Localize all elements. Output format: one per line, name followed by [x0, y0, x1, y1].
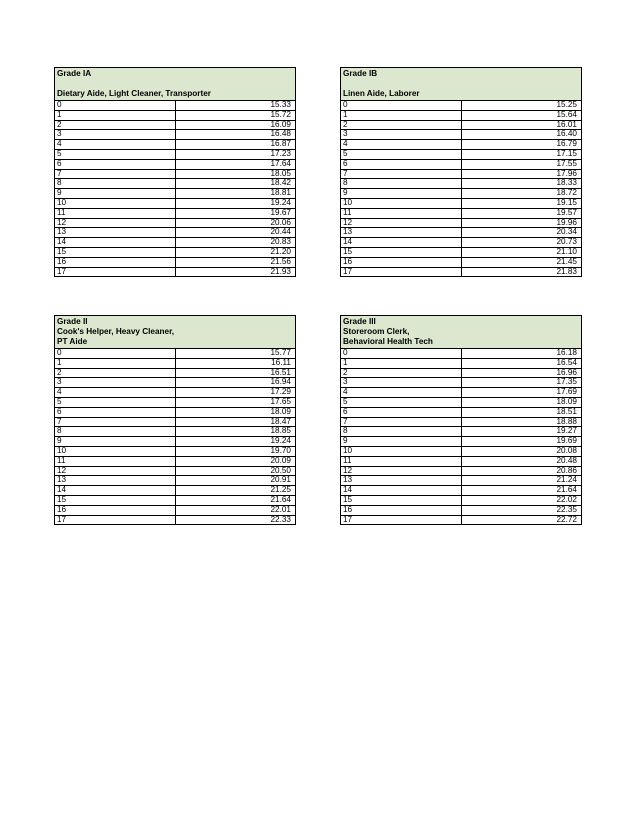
rate-cell: 21.20 [175, 247, 296, 257]
table-row [341, 169, 582, 179]
table-row [341, 358, 582, 368]
table-row [55, 228, 296, 238]
rate-cell: 15.64 [461, 110, 582, 120]
table-row [341, 486, 582, 496]
rate-cell: 20.86 [461, 466, 582, 476]
table-row [341, 198, 582, 208]
rate-cell: 21.24 [461, 476, 582, 486]
rate-cell: 19.57 [461, 208, 582, 218]
rate-cell: 20.50 [175, 466, 296, 476]
rate-cell: 17.15 [461, 149, 582, 159]
step-cell: 8 [341, 179, 462, 189]
step-cell: 9 [341, 189, 462, 199]
rate-cell: 21.93 [175, 267, 296, 277]
rate-cell: 17.64 [175, 159, 296, 169]
step-cell: 10 [341, 198, 462, 208]
table-row [55, 456, 296, 466]
table-row [55, 110, 296, 120]
rate-cell: 21.64 [461, 486, 582, 496]
rate-cell: 15.72 [175, 110, 296, 120]
job-titles-line: Linen Aide, Laborer [343, 89, 420, 98]
table-row [55, 238, 296, 248]
rate-cell: 20.34 [461, 228, 582, 238]
rate-cell: 16.09 [175, 120, 296, 130]
table-row [341, 140, 582, 150]
step-cell: 13 [341, 228, 462, 238]
step-cell: 6 [55, 159, 176, 169]
step-cell: 16 [341, 505, 462, 515]
step-cell: 10 [341, 446, 462, 456]
step-cell: 15 [55, 247, 176, 257]
rate-cell: 18.47 [175, 417, 296, 427]
table-row [341, 189, 582, 199]
rate-cell: 15.33 [175, 101, 296, 111]
table-row [341, 427, 582, 437]
rate-cell: 17.29 [175, 388, 296, 398]
table-row [341, 208, 582, 218]
rate-cell: 22.01 [175, 505, 296, 515]
table-row [55, 397, 296, 407]
table-row [341, 110, 582, 120]
step-cell: 8 [55, 427, 176, 437]
table-row [55, 388, 296, 398]
step-cell: 14 [341, 486, 462, 496]
table-row [55, 218, 296, 228]
rate-cell: 15.25 [461, 101, 582, 111]
step-cell: 17 [341, 515, 462, 525]
table-row [55, 169, 296, 179]
grade-header-cell [341, 316, 582, 349]
step-cell: 17 [55, 267, 176, 277]
step-cell: 11 [55, 456, 176, 466]
step-cell: 11 [341, 208, 462, 218]
rate-cell: 20.08 [461, 446, 582, 456]
step-cell: 4 [55, 388, 176, 398]
rate-cell: 16.54 [461, 358, 582, 368]
job-titles-line [343, 79, 579, 89]
rate-cell: 20.06 [175, 218, 296, 228]
rate-cell: 17.65 [175, 397, 296, 407]
table-row [55, 446, 296, 456]
step-cell: 5 [55, 149, 176, 159]
rate-cell: 16.11 [175, 358, 296, 368]
grade-header-cell [55, 68, 296, 101]
table-row [55, 120, 296, 130]
rate-cell: 22.72 [461, 515, 582, 525]
rate-cell: 21.45 [461, 257, 582, 267]
rate-cell: 18.85 [175, 427, 296, 437]
step-cell: 4 [341, 140, 462, 150]
rate-cell: 20.48 [461, 456, 582, 466]
step-cell: 4 [341, 388, 462, 398]
rate-cell: 16.48 [175, 130, 296, 140]
rate-cell: 21.64 [175, 495, 296, 505]
job-titles-line: PT Aide [57, 337, 88, 346]
grade-header-row [55, 316, 296, 349]
rate-cell: 16.01 [461, 120, 582, 130]
rate-cell: 16.51 [175, 368, 296, 378]
rate-cell: 19.27 [461, 427, 582, 437]
step-cell: 7 [341, 417, 462, 427]
table-row [341, 456, 582, 466]
step-cell: 5 [55, 397, 176, 407]
table-row [55, 101, 296, 111]
table-row [55, 417, 296, 427]
step-cell: 2 [55, 368, 176, 378]
step-cell: 2 [55, 120, 176, 130]
rate-cell: 18.88 [461, 417, 582, 427]
rate-cell: 18.72 [461, 189, 582, 199]
table-row [55, 159, 296, 169]
step-cell: 6 [341, 159, 462, 169]
table-row [55, 349, 296, 359]
step-cell: 9 [55, 189, 176, 199]
job-titles-line: Behavioral Health Tech [343, 337, 433, 346]
rate-cell: 19.24 [175, 437, 296, 447]
rate-cell: 21.10 [461, 247, 582, 257]
table-row [341, 397, 582, 407]
table-row [341, 247, 582, 257]
rate-cell: 17.23 [175, 149, 296, 159]
table-row [341, 476, 582, 486]
step-cell: 1 [341, 358, 462, 368]
step-cell: 8 [341, 427, 462, 437]
step-cell: 16 [55, 505, 176, 515]
step-cell: 1 [55, 110, 176, 120]
job-titles-line: Dietary Aide, Light Cleaner, Transporter [57, 89, 211, 98]
table-row [341, 238, 582, 248]
step-cell: 7 [341, 169, 462, 179]
rate-cell: 19.69 [461, 437, 582, 447]
table-row [341, 218, 582, 228]
rate-cell: 19.15 [461, 198, 582, 208]
table-row [341, 407, 582, 417]
grade-title: Grade IA [57, 69, 92, 78]
table-row [341, 257, 582, 267]
table-row [55, 368, 296, 378]
grade-header-row [341, 68, 582, 101]
table-row [341, 378, 582, 388]
step-cell: 14 [55, 486, 176, 496]
rate-cell: 16.87 [175, 140, 296, 150]
step-cell: 0 [55, 349, 176, 359]
rate-cell: 18.42 [175, 179, 296, 189]
step-cell: 12 [341, 218, 462, 228]
table-row [341, 101, 582, 111]
table-row [55, 437, 296, 447]
grade-header-row [55, 68, 296, 101]
job-titles-line: Storeroom Clerk, [343, 327, 410, 336]
step-cell: 3 [341, 378, 462, 388]
rate-cell: 21.83 [461, 267, 582, 277]
table-row [341, 437, 582, 447]
step-cell: 11 [341, 456, 462, 466]
rate-cell: 17.55 [461, 159, 582, 169]
step-cell: 12 [55, 218, 176, 228]
step-cell: 0 [341, 349, 462, 359]
step-cell: 16 [55, 257, 176, 267]
table-row [55, 466, 296, 476]
step-cell: 6 [55, 407, 176, 417]
grade-header-cell [341, 68, 582, 101]
rate-cell: 20.44 [175, 228, 296, 238]
grade-ib-table [340, 67, 582, 277]
step-cell: 6 [341, 407, 462, 417]
grade-header-row [341, 316, 582, 349]
step-cell: 13 [55, 228, 176, 238]
table-row [341, 267, 582, 277]
rate-cell: 19.96 [461, 218, 582, 228]
step-cell: 7 [55, 169, 176, 179]
step-cell: 0 [55, 101, 176, 111]
rate-cell: 21.25 [175, 486, 296, 496]
rate-cell: 17.96 [461, 169, 582, 179]
rate-cell: 18.05 [175, 169, 296, 179]
table-row [341, 159, 582, 169]
job-titles-line: Cook's Helper, Heavy Cleaner, [57, 327, 175, 336]
step-cell: 8 [55, 179, 176, 189]
grade-title: Grade IB [343, 69, 378, 78]
rate-cell: 18.33 [461, 179, 582, 189]
rate-cell: 18.51 [461, 407, 582, 417]
rate-cell: 15.77 [175, 349, 296, 359]
step-cell: 10 [55, 446, 176, 456]
rate-cell: 18.09 [461, 397, 582, 407]
step-cell: 16 [341, 257, 462, 267]
table-row [341, 505, 582, 515]
rate-cell: 16.79 [461, 140, 582, 150]
rate-cell: 22.35 [461, 505, 582, 515]
rate-cell: 20.73 [461, 238, 582, 248]
grade-header-cell [55, 316, 296, 349]
table-row [55, 140, 296, 150]
step-cell: 12 [55, 466, 176, 476]
table-row [55, 378, 296, 388]
table-row [55, 149, 296, 159]
table-row [55, 179, 296, 189]
step-cell: 5 [341, 397, 462, 407]
step-cell: 1 [55, 358, 176, 368]
table-row [341, 120, 582, 130]
rate-cell: 19.24 [175, 198, 296, 208]
step-cell: 13 [341, 476, 462, 486]
table-row [341, 417, 582, 427]
step-cell: 9 [341, 437, 462, 447]
step-cell: 14 [55, 238, 176, 248]
table-row [341, 179, 582, 189]
table-row [55, 267, 296, 277]
grade-iii-table [340, 315, 582, 525]
rate-cell: 16.40 [461, 130, 582, 140]
step-cell: 3 [341, 130, 462, 140]
rate-cell: 16.18 [461, 349, 582, 359]
step-cell: 5 [341, 149, 462, 159]
table-row [341, 130, 582, 140]
grade-title: Grade II [57, 317, 88, 326]
grade-ii-table [54, 315, 296, 525]
step-cell: 2 [341, 368, 462, 378]
table-row [55, 208, 296, 218]
job-titles-line [57, 79, 293, 89]
table-row [341, 388, 582, 398]
table-row [55, 358, 296, 368]
table-row [341, 495, 582, 505]
rate-cell: 18.81 [175, 189, 296, 199]
rate-cell: 17.35 [461, 378, 582, 388]
step-cell: 11 [55, 208, 176, 218]
rate-cell: 22.02 [461, 495, 582, 505]
rate-cell: 17.69 [461, 388, 582, 398]
table-row [55, 505, 296, 515]
table-row [55, 427, 296, 437]
rate-cell: 19.70 [175, 446, 296, 456]
step-cell: 9 [55, 437, 176, 447]
step-cell: 10 [55, 198, 176, 208]
table-row [55, 247, 296, 257]
rate-cell: 16.96 [461, 368, 582, 378]
step-cell: 15 [341, 495, 462, 505]
table-row [341, 349, 582, 359]
step-cell: 17 [341, 267, 462, 277]
rate-cell: 20.09 [175, 456, 296, 466]
step-cell: 3 [55, 130, 176, 140]
step-cell: 12 [341, 466, 462, 476]
rate-cell: 16.94 [175, 378, 296, 388]
rate-cell: 21.56 [175, 257, 296, 267]
step-cell: 15 [55, 495, 176, 505]
step-cell: 1 [341, 110, 462, 120]
rate-cell: 20.91 [175, 476, 296, 486]
table-row [341, 228, 582, 238]
rate-cell: 18.09 [175, 407, 296, 417]
step-cell: 2 [341, 120, 462, 130]
rate-cell: 20.83 [175, 238, 296, 248]
step-cell: 0 [341, 101, 462, 111]
step-cell: 3 [55, 378, 176, 388]
table-row [55, 198, 296, 208]
table-row [55, 495, 296, 505]
table-row [55, 257, 296, 267]
table-row [55, 189, 296, 199]
step-cell: 14 [341, 238, 462, 248]
grade-ia-table [54, 67, 296, 277]
table-row [55, 486, 296, 496]
step-cell: 7 [55, 417, 176, 427]
step-cell: 4 [55, 140, 176, 150]
grade-title: Grade III [343, 317, 376, 326]
table-row [341, 446, 582, 456]
rate-cell: 19.67 [175, 208, 296, 218]
table-row [55, 130, 296, 140]
rate-cell: 22.33 [175, 515, 296, 525]
table-row [55, 515, 296, 525]
step-cell: 15 [341, 247, 462, 257]
table-row [55, 476, 296, 486]
table-row [341, 466, 582, 476]
table-row [341, 515, 582, 525]
table-row [341, 368, 582, 378]
table-row [55, 407, 296, 417]
step-cell: 17 [55, 515, 176, 525]
table-row [341, 149, 582, 159]
step-cell: 13 [55, 476, 176, 486]
